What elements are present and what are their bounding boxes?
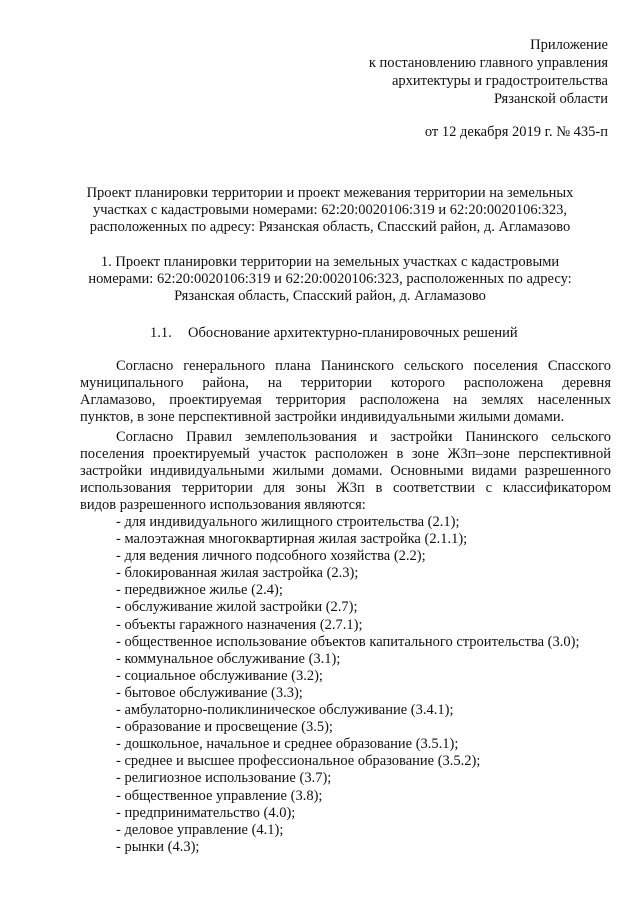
list-item: - дошкольное, начальное и среднее образование (3.5.1); (116, 736, 459, 753)
list-item: - религиозное использование (3.7); (116, 770, 332, 787)
paragraph-line: застройки индивидуальными жилыми домами. Основными видами разрешенного (80, 463, 611, 479)
paragraph-line: муниципального района, на территории которого расположена деревня (80, 375, 611, 391)
list-item: - общественное использование объектов капитального строительства (3.0); (116, 633, 580, 650)
appendix-line: архитектуры и градостроительства (391, 73, 608, 89)
list-item: - малоэтажная многоквартирная жилая застройка (2.1.1); (116, 531, 468, 548)
paragraph-line: Согласно Правил землепользования и застройки Панинского сельского (116, 429, 611, 445)
subsection-title: Обоснование архитектурно-планировочных решений (188, 325, 518, 341)
section-title-line: номерами: 62:20:0020106:319 и 62:20:0020106:323, расположенных по адресу: (88, 271, 572, 287)
list-item: - блокированная жилая застройка (2.3); (116, 565, 359, 582)
list-item: - передвижное жилье (2.4); (116, 582, 283, 599)
list-item: - амбулаторно-поликлиническое обслуживание (3.4.1); (116, 702, 454, 719)
appendix-header (369, 36, 608, 108)
paragraph-line: Согласно генерального плана Панинского сельского поселения Спасского (116, 358, 611, 374)
list-item: - среднее и высшее профессиональное образование (3.5.2); (116, 753, 481, 770)
paragraph-line: поселения проектируемый участок расположен в зоне Ж3п–зоне перспективной (80, 446, 611, 462)
list-item: - обслуживание жилой застройки (2.7); (116, 599, 358, 616)
list-item: - для индивидуального жилищного строительства (2.1); (116, 514, 460, 530)
section-title-line: 1. Проект планировки территории на земельных участках с кадастровыми (100, 254, 560, 270)
subsection-heading (150, 324, 518, 342)
appendix-line: к постановлению главного управления (368, 55, 608, 71)
list-item: - объекты гаражного назначения (2.7.1); (116, 616, 363, 633)
order-date: от 12 декабря 2019 г. № 435-п (424, 124, 608, 140)
list-item: - предпринимательство (4.0); (116, 804, 296, 821)
list-item: - деловое управление (4.1); (116, 821, 284, 838)
appendix-line: Рязанской области (494, 91, 608, 107)
document-title-line: Проект планировки территории и проект межевания территории на земельных (86, 185, 574, 201)
list-item: - коммунальное обслуживание (3.1); (116, 650, 341, 667)
subsection-number: 1.1. (150, 325, 172, 341)
list-item: - для ведения личного подсобного хозяйства (2.2); (116, 548, 426, 565)
appendix-line: Приложение (530, 37, 608, 53)
list-item: - социальное обслуживание (3.2); (116, 667, 323, 684)
list-item: - общественное управление (3.8); (116, 787, 323, 804)
section-title-line: Рязанская область, Спасский район, д. Агламазово (174, 288, 486, 304)
permitted-uses-list (116, 514, 616, 856)
paragraph-line: Агламазово, проектируемая территория расположена на землях населенных (80, 392, 611, 408)
paragraph-zoning-rules (80, 429, 611, 514)
section-title (70, 254, 590, 305)
document-title (80, 185, 580, 236)
list-item: - образование и просвещение (3.5); (116, 719, 333, 736)
paragraph-line: видов разрешенного использования являются: (80, 497, 366, 513)
document-title-line: участках с кадастровыми номерами: 62:20:0020106:319 и 62:20:0020106:323, (92, 202, 568, 218)
list-item: - рынки (4.3); (116, 838, 200, 855)
paragraph-line: использования территории для зоны Ж3п в соответствии с классификатором (80, 480, 611, 496)
paragraph-general-plan (80, 358, 611, 426)
list-item: - бытовое обслуживание (3.3); (116, 684, 303, 701)
document-title-line: расположенных по адресу: Рязанская область, Спасский район, д. Агламазово (89, 219, 571, 235)
paragraph-line: пунктов, в зоне перспективной застройки индивидуальными жилыми домами. (80, 409, 565, 425)
